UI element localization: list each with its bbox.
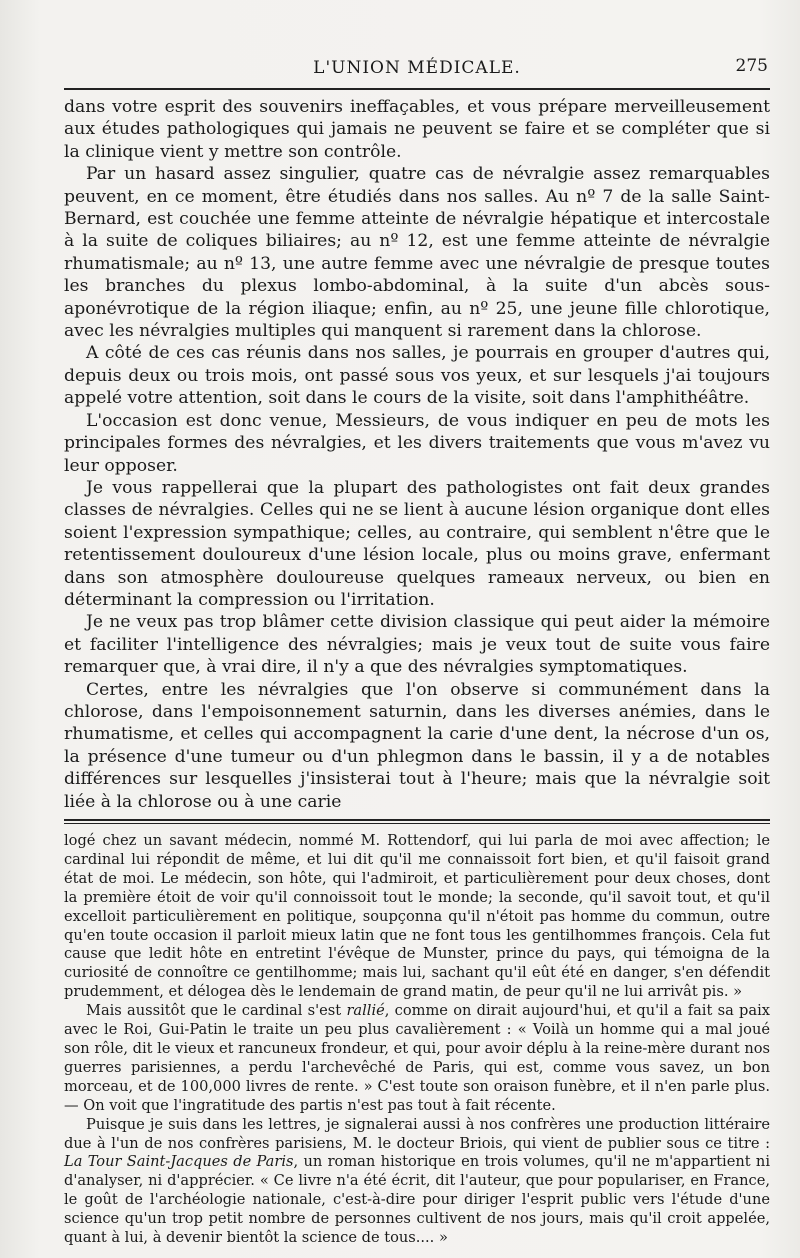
paragraph: Je ne veux pas trop blâmer cette division classique qui peut aider la mémoire et faciliter l'intelligence des névralgies; mais je veux tout de suite vous faire remarquer que, à vrai dire, il n'y a que des névralgies symptomatiques. <box>64 612 770 678</box>
feuilleton-separator <box>64 819 770 824</box>
text-run: , un roman historique en trois volumes, qu'il ne m'appartient ni d'analyser, ni d'apprécier. « Ce livre n'a été écrit, dit l'auteur, que pour populariser, en France, le goût de l'archéologie nationale, c'est-à-dire pour diriger l'esprit public vers l'étude d'une science qu'un trop petit nombre de personnes cultivent de nos jours, mais qu'il croit appelée, quant à lui, à devenir bientôt la science de tous.... » <box>64 1153 770 1247</box>
header-rule <box>64 88 770 90</box>
paragraph: Certes, entre les névralgies que l'on observe si communément dans la chlorose, dans l'empoisonnement saturnin, dans les diverses anémies, dans le rhumatisme, et celles qui accompagnent la carie d'une dent, la nécrose d'un os, la présence d'une tumeur ou d'un phlegmon dans le bassin, il y a de notables différences sur lesquelles j'insisterai tout à l'heure; mais que la névralgie soit liée à la chlorose ou à une carie <box>64 679 770 812</box>
paragraph: Par un hasard assez singulier, quatre cas de névralgie assez remarquables peuvent, en ce moment, être étudiés dans nos salles. Au nº 7 de la salle Saint-Bernard, est couchée une femme atteinte de névralgie hépatique et intercostale à la suite de coliques biliaires; au nº 12, est une femme atteinte de névralgie rhumatismale; au nº 13, une autre femme avec une névralgie de presque toutes les branches du plexus lombo-abdominal, à la suite d'un abcès sous-aponévrotique de la région iliaque; enfin, au nº 25, une jeune fille chlorotique, avec les névralgies multiples qui manquent si rarement dans la chlorose. <box>64 164 770 342</box>
paragraph: Je vous rappellerai que la plupart des pathologistes ont fait deux grandes classes de névralgies. Celles qui ne se lient à aucune lésion organique dont elles soient l'expression sympathique; celles, au contraire, qui semblent n'être que le retentissement douloureux d'une lésion locale, plus ou moins grave, enfermant dans son atmosphère douloureuse quelques rameaux nerveux, ou bien en déterminant la compression ou l'irritation. <box>64 477 770 610</box>
italic-word: rallié <box>346 1002 385 1020</box>
journal-title: L'UNION MÉDICALE. <box>313 58 521 78</box>
text-run: Mais aussitôt que le cardinal s'est <box>86 1002 347 1020</box>
text-run: Puisque je suis dans les lettres, je signalerai aussi à nos confrères une production littéraire due à l'un de nos confrères parisiens, M. le docteur Briois, qui vient de publier sous ce titre : <box>64 1115 770 1152</box>
paragraph: L'occasion est donc venue, Messieurs, de vous indiquer en peu de mots les principales formes des névralgies, et les divers traitements que vous m'avez vu leur opposer. <box>64 410 770 476</box>
running-header <box>64 52 770 86</box>
main-text <box>64 96 770 813</box>
feuilleton-paragraph: logé chez un savant médecin, nommé M. Rottendorf, qui lui parla de moi avec affection; le cardinal lui répondit de même, et lui dit qu'il me connaissoit fort bien, et qu'il faisoit grand état de moi. Le médecin, son hôte, qui l'admiroit, et particulièrement pour deux choses, dont la première étoit de voir qu'il connoissoit tout le monde; la seconde, qu'il savoit tout, et qu'il excelloit particulièrement en politique, soupçonna qu'il n'étoit pas homme du commun, outre qu'en toute occasion il parloit mieux latin que ne font tous les gentilhommes françois. Cela fut cause que ledit hôte en entretint l'évêque de Munster, prince du pays, qui témoigna de la curiosité de connoître ce gentilhomme; mais lui, sachant qu'il eût été en danger, s'en défendit prudemment, et délogea dès le lendemain de grand matin, de peur qu'il ne lui arrivât pis. » <box>64 832 770 1001</box>
feuilleton-text <box>64 832 770 1248</box>
paragraph: dans votre esprit des souvenirs ineffaçables, et vous prépare merveilleusement aux études pathologiques qui jamais ne peuvent se faire et se compléter que si la clinique vient y mettre son contrôle. <box>64 97 770 162</box>
paragraph: A côté de ces cas réunis dans nos salles, je pourrais en grouper d'autres qui, depuis deux ou trois mois, ont passé sous vos yeux, et sur lesquels j'ai toujours appelé votre attention, soit dans le cours de la visite, soit dans l'amphithéâtre. <box>64 343 770 409</box>
text-run: , comme on dirait aujourd'hui, et qu'il a fait sa paix avec le Roi, Gui-Patin le traite un peu plus cavalièrement : « Voilà un homme qui a mal joué son rôle, dit le vieux et rancuneux frondeur, et qui, pour avoir déplu à la reine-mère durant nos guerres parisiennes, a perdu l'archevêché de Paris, qui est, comme vous savez, un bon morceau, et de 100,000 livres de rente. » C'est toute son oraison funèbre, et il n'en parle plus. — On voit que l'ingratitude des partis n'est pas tout à fait récente. <box>64 1002 770 1114</box>
book-title: La Tour Saint-Jacques de Paris <box>64 1153 294 1171</box>
feuilleton-paragraph <box>64 1002 770 1115</box>
feuilleton-paragraph <box>64 1116 770 1248</box>
page-number: 275 <box>735 56 768 76</box>
